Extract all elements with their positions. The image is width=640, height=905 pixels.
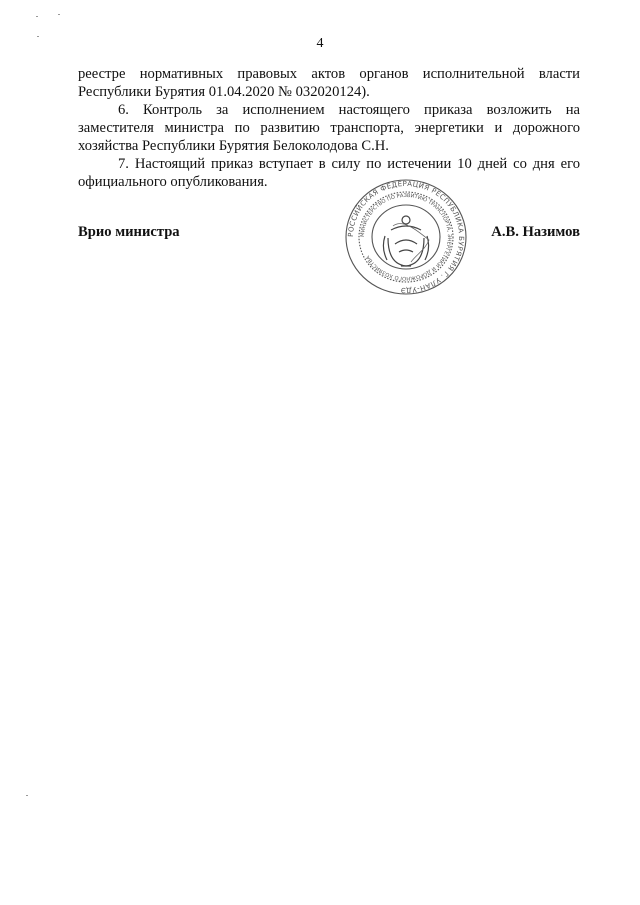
seal-outer-text: РОССИЙСКАЯ ФЕДЕРАЦИЯ РЕСПУБЛИКА БУРЯТИЯ Г. УЛАН-УДЭ — [346, 179, 466, 295]
scan-speck — [26, 795, 28, 796]
page-number: 4 — [316, 36, 324, 51]
document-body — [78, 65, 580, 191]
scan-speck — [37, 36, 39, 37]
seal-inner-ring — [372, 205, 440, 269]
signature-block — [78, 224, 580, 248]
seal-inner-text: МИНИСТЕРСТВО ПО РАЗВИТИЮ ТРАНСПОРТА, ЭНЕРГЕТИКИ И ДОРОЖНОГО ХОЗЯЙСТВА — [359, 192, 453, 282]
signatory-name: А.В. Назимов — [491, 224, 580, 240]
svg-text:МИНИСТЕРСТВО ПО РАЗВИТИЮ ТРАНС — [360, 193, 452, 281]
paragraph-continuation: реестре нормативных правовых актов органов исполнительной власти Республики Бурятия 01.04.2020 № 032020124). — [78, 66, 580, 100]
paragraph-6: 6. Контроль за исполнением настоящего приказа возложить на заместителя министра по развитию транспорта, энергетики и дорожного хозяйства Республики Бурятия Белоколодова С.Н. — [78, 102, 580, 154]
signatory-position: Врио министра — [78, 224, 180, 240]
scan-speck — [58, 14, 60, 15]
coat-of-arms-emblem — [383, 216, 428, 266]
scan-speck — [36, 16, 38, 17]
paragraph-7: 7. Настоящий приказ вступает в силу по истечении 10 дней со дня его официального опубликования. — [78, 156, 580, 190]
official-seal-stamp — [341, 178, 471, 296]
